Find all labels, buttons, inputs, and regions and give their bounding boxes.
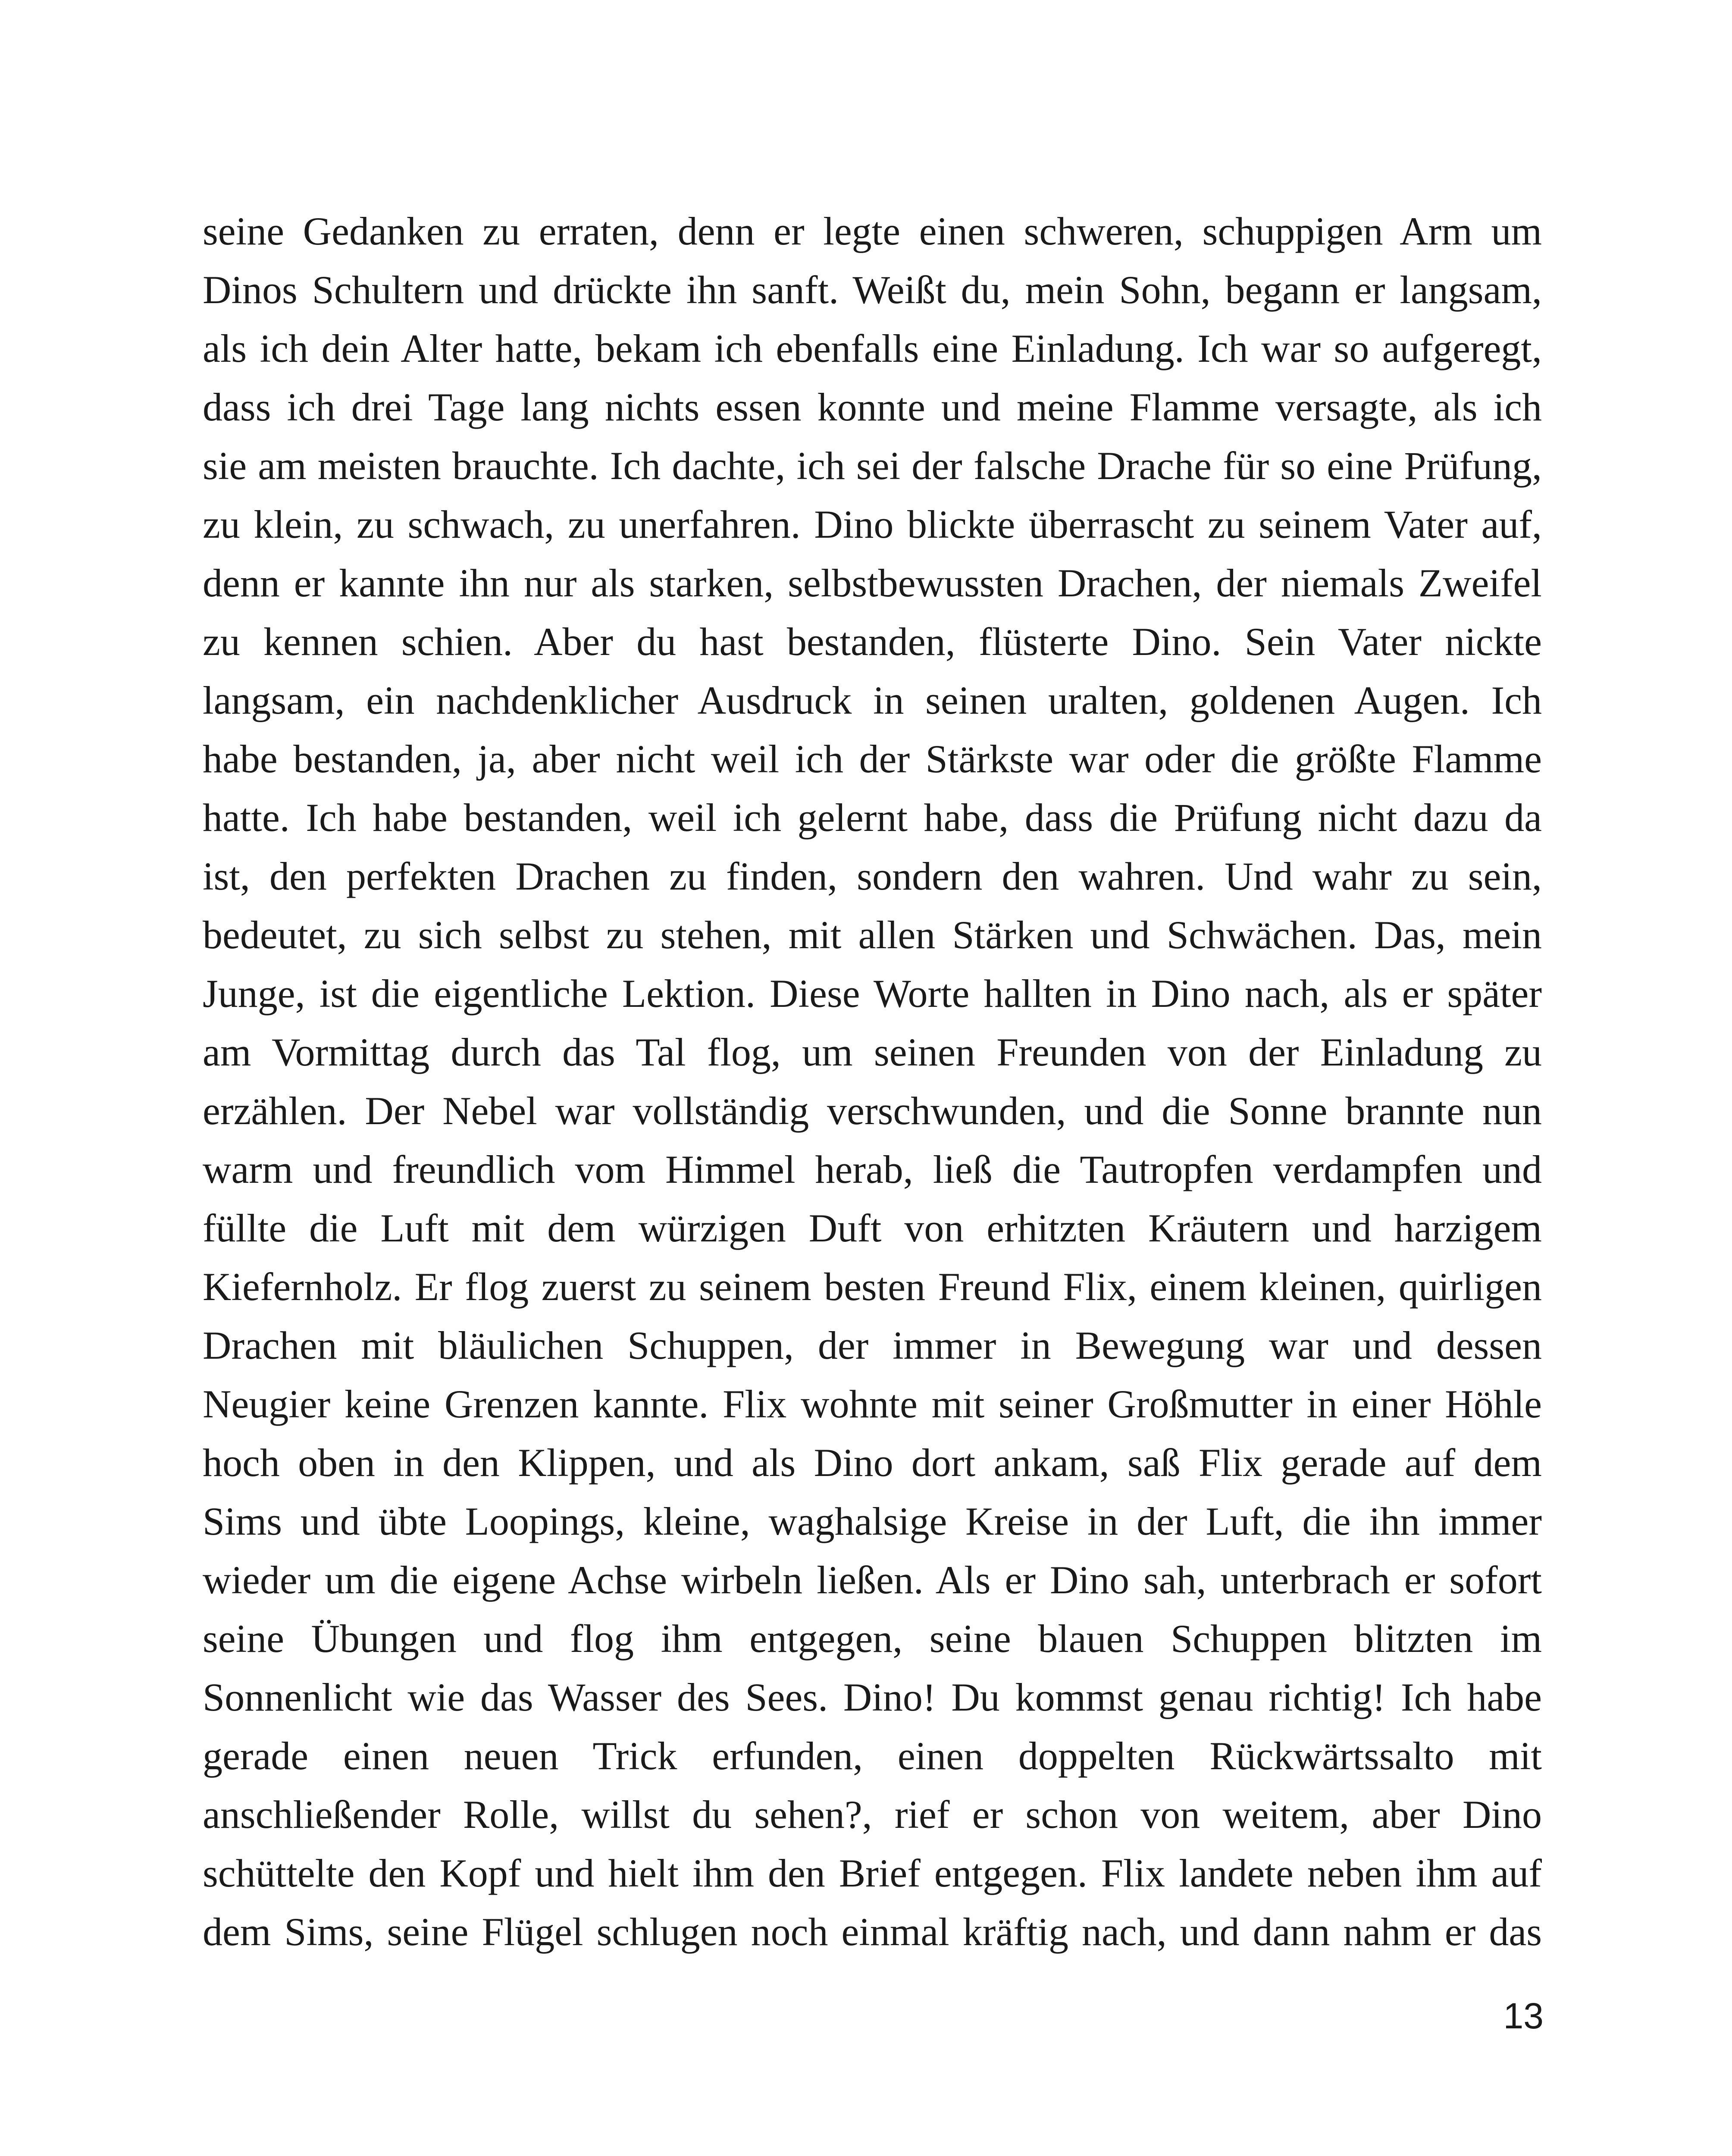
text-line: bedeutet, zu sich selbst zu stehen, mit allen Stärken und Schwächen. Das, mein — [203, 913, 1542, 957]
text-line: Drachen mit bläulichen Schuppen, der immer in Bewegung war und dessen — [203, 1323, 1542, 1367]
text-line: Sims und übte Loopings, kleine, waghalsige Kreise in der Luft, die ihn immer — [203, 1499, 1542, 1543]
text-line: hatte. Ich habe bestanden, weil ich gelernt habe, dass die Prüfung nicht dazu da — [203, 796, 1542, 840]
text-line: Junge, ist die eigentliche Lektion. Diese Worte hallten in Dino nach, als er später — [203, 971, 1542, 1015]
text-line: Kiefernholz. Er flog zuerst zu seinem besten Freund Flix, einem kleinen, quirligen — [203, 1265, 1542, 1309]
text-line: gerade einen neuen Trick erfunden, einen doppelten Rückwärtssalto mit — [203, 1734, 1542, 1778]
text-line: schüttelte den Kopf und hielt ihm den Brief entgegen. Flix landete neben ihm auf — [203, 1851, 1542, 1895]
text-line: seine Übungen und flog ihm entgegen, seine blauen Schuppen blitzten im — [203, 1617, 1542, 1661]
page-number: 13 — [1503, 1996, 1544, 2036]
text-line: warm und freundlich vom Himmel herab, ließ die Tautropfen verdampfen und — [203, 1147, 1542, 1191]
text-line: seine Gedanken zu erraten, denn er legte einen schweren, schuppigen Arm um — [203, 209, 1542, 253]
text-line: zu kennen schien. Aber du hast bestanden, flüsterte Dino. Sein Vater nickte — [203, 620, 1542, 664]
text-line: erzählen. Der Nebel war vollständig verschwunden, und die Sonne brannte nun — [203, 1089, 1542, 1133]
text-line: füllte die Luft mit dem würzigen Duft von erhitzten Kräutern und harzigem — [203, 1206, 1542, 1250]
text-line: am Vormittag durch das Tal flog, um seinen Freunden von der Einladung zu — [203, 1030, 1542, 1074]
text-line: Dinos Schultern und drückte ihn sanft. Weißt du, mein Sohn, begann er langsam, — [203, 268, 1542, 312]
text-line: als ich dein Alter hatte, bekam ich ebenfalls eine Einladung. Ich war so aufgeregt, — [203, 326, 1542, 370]
text-line: Sonnenlicht wie das Wasser des Sees. Dino! Du kommst genau richtig! Ich habe — [203, 1675, 1542, 1719]
text-line: langsam, ein nachdenklicher Ausdruck in seinen uralten, goldenen Augen. Ich — [203, 678, 1542, 722]
text-line: sie am meisten brauchte. Ich dachte, ich sei der falsche Drache für so eine Prüfung, — [203, 444, 1542, 488]
text-line: zu klein, zu schwach, zu unerfahren. Dino blickte überrascht zu seinem Vater auf, — [203, 502, 1542, 546]
body-text — [203, 202, 1542, 1961]
text-line: Neugier keine Grenzen kannte. Flix wohnte mit seiner Großmutter in einer Höhle — [203, 1382, 1542, 1426]
text-line: denn er kannte ihn nur als starken, selbstbewussten Drachen, der niemals Zweifel — [203, 561, 1542, 605]
text-line: wieder um die eigene Achse wirbeln ließen. Als er Dino sah, unterbrach er sofort — [203, 1558, 1542, 1602]
text-line: dass ich drei Tage lang nichts essen konnte und meine Flamme versagte, als ich — [203, 385, 1542, 429]
text-line: habe bestanden, ja, aber nicht weil ich der Stärkste war oder die größte Flamme — [203, 737, 1542, 781]
text-line: ist, den perfekten Drachen zu finden, sondern den wahren. Und wahr zu sein, — [203, 854, 1542, 898]
text-line: dem Sims, seine Flügel schlugen noch einmal kräftig nach, und dann nahm er das — [203, 1910, 1542, 1954]
text-line: hoch oben in den Klippen, und als Dino dort ankam, saß Flix gerade auf dem — [203, 1441, 1542, 1485]
text-line: anschließender Rolle, willst du sehen?, rief er schon von weitem, aber Dino — [203, 1792, 1542, 1836]
